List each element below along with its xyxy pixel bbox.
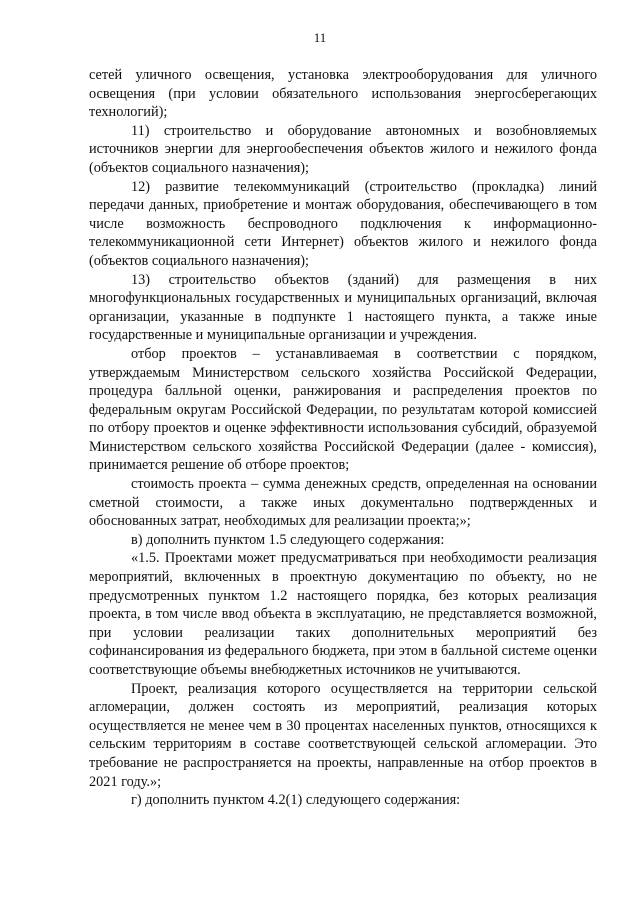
page-number: 11 bbox=[313, 30, 327, 45]
paragraph-project-cost-definition: стоимость проекта – сумма денежных средств, определенная на основании сметной стоимости, а также иных документально подтвержденных и обоснованных затрат, необходимых для реализации проекта;»; bbox=[89, 476, 597, 530]
paragraph-agglomeration-project: Проект, реализация которого осуществляется на территории сельской агломерации, должен состоять из мероприятий, реализация которых осуществляется не менее чем в 30 процентах населенных пунктов, относящихся к сельским территориям в составе соответствующей сельской агломерации. Это требование не распространяется на проекты, направленные на отбор проектов в 2021 году.»; bbox=[89, 680, 597, 790]
document-body bbox=[89, 66, 597, 810]
paragraph-project-selection-definition: отбор проектов – устанавливаемая в соответствии с порядком, утверждаемым Министерством сельского хозяйства Российской Федерации, процедура балльной оценки, ранжирования и распределения проектов по федеральным округам Российской Федерации, по результатам которой комиссией по отбору проектов и оценке эффективности использования субсидий, образуемой Министерством сельского хозяйства Российской Федерации (далее - комиссия), принимается решение об отборе проектов; bbox=[89, 345, 597, 474]
paragraph-clause-1-5: «1.5. Проектами может предусматриваться при необходимости реализация мероприятий, включенных в проектную документацию по объекту, но не предусмотренных пунктом 1.2 настоящего порядка, без которых реализация проекта, в том числе ввод объекта в эксплуатацию, не представляется возможной, при условии реализации таких дополнительных мероприятий без софинансирования из федерального бюджета, при этом в балльной системе оценки соответствующие объемы внебюджетных источников не учитываются. bbox=[89, 550, 597, 678]
paragraph-item-13: 13) строительство объектов (зданий) для размещения в них многофункциональных государственных и муниципальных организаций, включая организации, указанные в подпункте 1 настоящего пункта, а также иные государственные и муниципальные организации и учреждения. bbox=[89, 271, 597, 344]
paragraph-amendment-g: г) дополнить пунктом 4.2(1) следующего содержания: bbox=[131, 792, 461, 809]
paragraph-item-12: 12) развитие телекоммуникаций (строительство (прокладка) линий передачи данных, приобретение и монтаж оборудования, обеспечивающего в том числе возможность беспроводного подключения к информационно-телекоммуникационной сети Интернет) объектов жилого и нежилого фонда (объектов социального назначения); bbox=[89, 178, 597, 269]
paragraph-amendment-v: в) дополнить пунктом 1.5 следующего содержания: bbox=[131, 531, 445, 548]
paragraph-street-lighting-continuation: сетей уличного освещения, установка электрооборудования для уличного освещения (при условии обязательного использования энергосберегающих технологий); bbox=[89, 67, 597, 121]
paragraph-item-11: 11) строительство и оборудование автономных и возобновляемых источников энергии для энергообеспечения объектов жилого и нежилого фонда (объектов социального назначения); bbox=[89, 122, 597, 176]
